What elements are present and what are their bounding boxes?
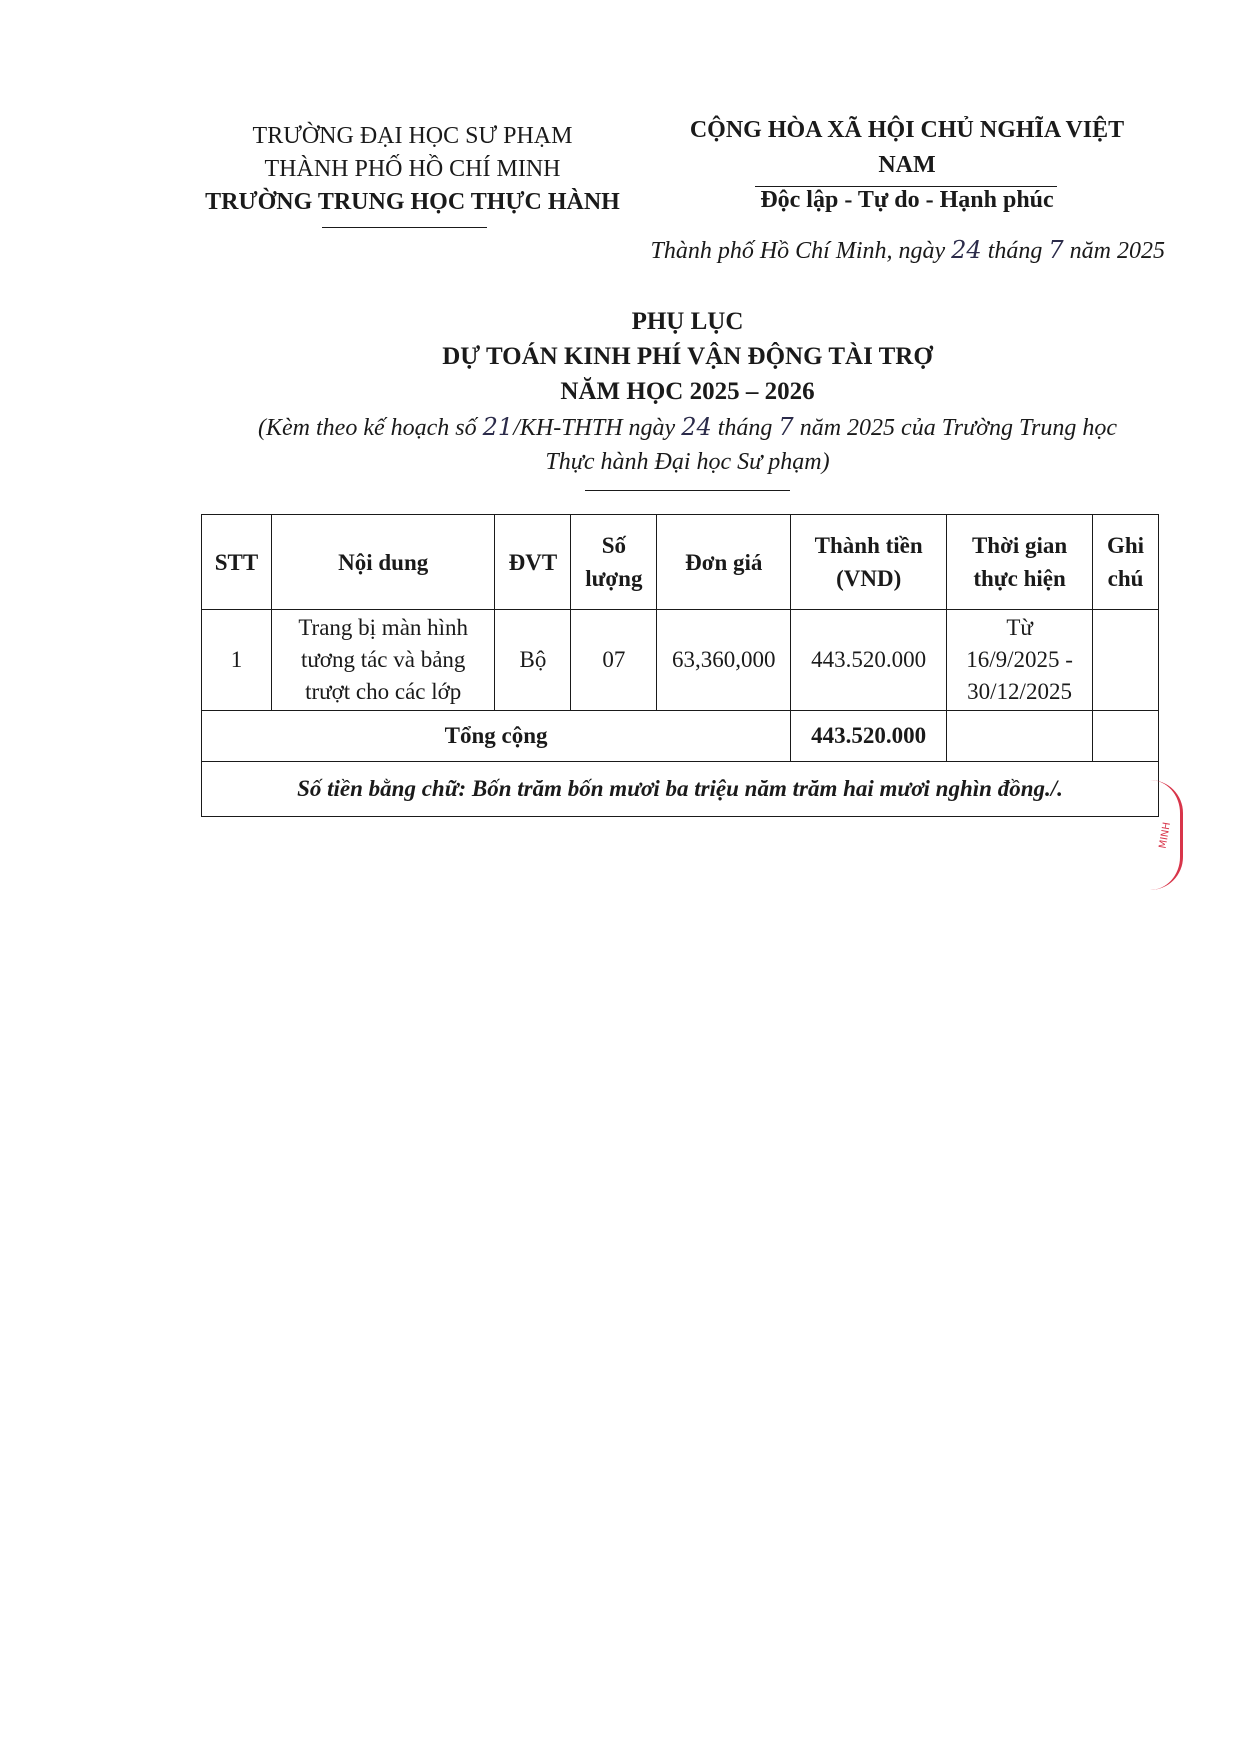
subtitle-underline [585, 490, 790, 491]
cell-time-line-3: 30/12/2025 [967, 679, 1072, 704]
subtitle-line-1 [190, 410, 1185, 445]
motto: Độc lập - Tự do - Hạnh phúc [760, 187, 1054, 213]
date-month-label: tháng [987, 238, 1043, 264]
header-quantity [571, 515, 657, 610]
date-prefix: Thành phố Hồ Chí Minh, ngày [650, 238, 946, 264]
table-total-row [202, 711, 1159, 762]
cell-unit: Bộ [495, 610, 571, 711]
cell-time-line-2: 16/9/2025 - [966, 647, 1073, 672]
document-title [190, 304, 1185, 409]
header-content: Nội dung [271, 515, 495, 610]
header-unit: ĐVT [495, 515, 571, 610]
table-header-row [202, 515, 1159, 610]
header-note-line-2: chú [1107, 566, 1144, 591]
subtitle-part-3: tháng [717, 415, 773, 441]
header-unit-price: Đơn giá [657, 515, 791, 610]
cell-time [947, 610, 1093, 711]
date-month: 7 [1048, 236, 1064, 264]
subtitle-part-2: /KH-THTH ngày [513, 415, 676, 441]
header-time-line-2: thực hiện [973, 566, 1066, 591]
cell-quantity: 07 [571, 610, 657, 711]
cell-stt: 1 [202, 610, 272, 711]
total-amount: 443.520.000 [791, 711, 947, 762]
school-header-underline [322, 227, 487, 228]
header-amount-line-1: Thành tiền [814, 533, 923, 558]
total-time-empty [947, 711, 1093, 762]
date-line [560, 236, 1165, 265]
subtitle-line-2: Thực hành Đại học Sư phạm) [545, 449, 830, 475]
cell-note [1093, 610, 1159, 711]
motto-underline [755, 186, 1057, 187]
national-header [662, 113, 1152, 218]
header-amount-line-2: (VND) [836, 566, 902, 591]
title-line-2: DỰ TOÁN KINH PHÍ VẬN ĐỘNG TÀI TRỢ [442, 343, 933, 370]
header-quantity-line-2: lượng [585, 566, 643, 591]
header-amount [791, 515, 947, 610]
cell-content-line-1: Trang bị màn hình [298, 615, 469, 640]
cell-unit-price: 63,360,000 [657, 610, 791, 711]
seal-stamp-text: MINH [1157, 821, 1174, 850]
subtitle-part-1: (Kèm theo kế hoạch số [258, 415, 477, 441]
table-row [202, 610, 1159, 711]
amount-in-words-row [202, 762, 1159, 817]
subtitle-day: 24 [681, 413, 712, 441]
date-year: năm 2025 [1069, 238, 1165, 264]
amount-in-words: Số tiền bằng chữ: Bốn trăm bốn mươi ba triệu năm trăm hai mươi nghìn đồng./. [202, 762, 1159, 817]
header-quantity-line-1: Số [601, 533, 626, 558]
plan-number: 21 [482, 413, 514, 441]
school-header [190, 120, 635, 219]
school-name: TRƯỜNG TRUNG HỌC THỰC HÀNH [205, 189, 620, 215]
budget-table [201, 514, 1159, 817]
cell-content [271, 610, 495, 711]
title-line-1: PHỤ LỤC [631, 308, 744, 335]
subtitle-month: 7 [778, 413, 794, 441]
document-subtitle [190, 410, 1185, 479]
title-line-3: NĂM HỌC 2025 – 2026 [560, 378, 815, 405]
cell-amount: 443.520.000 [791, 610, 947, 711]
cell-content-line-3: trượt cho các lớp [305, 679, 462, 704]
total-note-empty [1093, 711, 1159, 762]
date-day: 24 [951, 236, 982, 264]
header-time [947, 515, 1093, 610]
header-time-line-1: Thời gian [971, 533, 1068, 558]
cell-time-line-1: Từ [1006, 615, 1033, 640]
total-label: Tổng cộng [202, 711, 791, 762]
header-note [1093, 515, 1159, 610]
header-note-line-1: Ghi [1106, 533, 1145, 558]
republic-name: CỘNG HÒA XÃ HỘI CHỦ NGHĨA VIỆT NAM [689, 117, 1125, 178]
cell-content-line-2: tương tác và bảng [300, 647, 466, 672]
university-name: TRƯỜNG ĐẠI HỌC SƯ PHẠM [252, 123, 573, 149]
header-stt: STT [202, 515, 272, 610]
city-name: THÀNH PHỐ HỒ CHÍ MINH [264, 156, 561, 182]
subtitle-part-4: năm 2025 của Trường Trung học [799, 415, 1117, 441]
